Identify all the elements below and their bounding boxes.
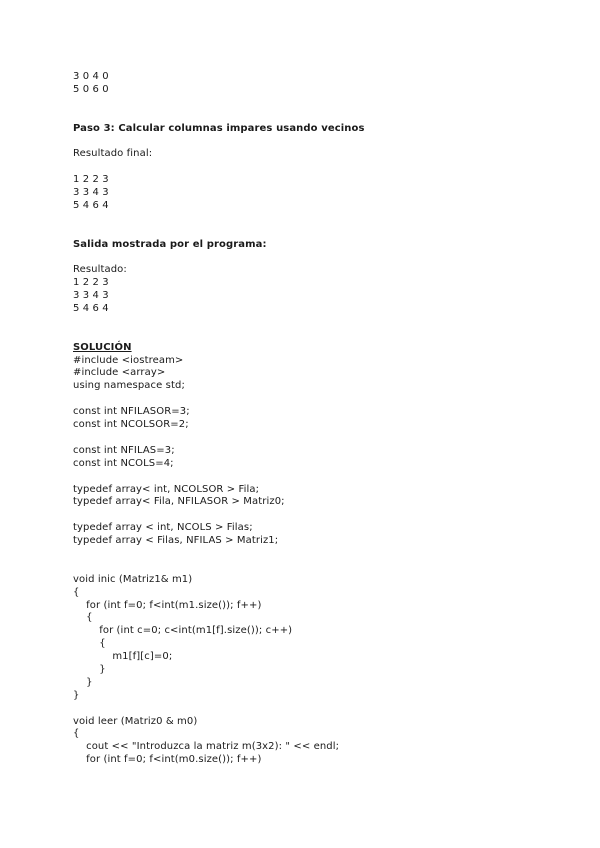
code-line — [73, 471, 573, 484]
code-line: const int NFILASOR=3; — [73, 406, 190, 418]
salida-title: Salida mostrada por el programa: — [73, 238, 267, 250]
code-line: const int NCOLS=4; — [73, 457, 174, 469]
code-line: void inic (Matriz1& m1) — [73, 573, 193, 585]
code-line: for (int f=0; f<int(m1.size()); f++) — [73, 599, 262, 611]
code-line — [73, 561, 573, 574]
code-line: #include <iostream> — [73, 354, 184, 366]
code-line — [73, 548, 573, 561]
matrix-row: 5 0 6 0 — [73, 83, 109, 95]
code-line: typedef array< Fila, NFILASOR > Matriz0; — [73, 496, 285, 508]
code-line: const int NFILAS=3; — [73, 444, 175, 456]
matrix-row: 5 4 6 4 — [73, 199, 109, 211]
code-line: { — [73, 728, 80, 740]
code-block — [73, 355, 573, 768]
code-line: const int NCOLSOR=2; — [73, 419, 189, 431]
code-line — [73, 432, 573, 445]
code-line: for (int f=0; f<int(m0.size()); f++) — [73, 754, 262, 766]
code-line — [73, 703, 573, 716]
code-line: void leer (Matriz0 & m0) — [73, 715, 198, 727]
code-line: #include <array> — [73, 367, 166, 379]
code-line: for (int c=0; c<int(m1[f].size()); c++) — [73, 625, 293, 637]
code-line: m1[f][c]=0; — [73, 651, 173, 663]
matrix-row: 1 2 2 3 — [73, 174, 109, 186]
code-line — [73, 393, 573, 406]
solucion-heading: SOLUCIÓN — [73, 341, 132, 353]
code-line: typedef array < int, NCOLS > Filas; — [73, 522, 253, 534]
step3-title: Paso 3: Calcular columnas impares usando vecinos — [73, 122, 365, 134]
matrix-row: 5 4 6 4 — [73, 303, 109, 315]
code-line: { — [73, 612, 93, 624]
matrix-row: 3 3 4 3 — [73, 187, 109, 199]
code-line: cout << "Introduzca la matriz m(3x2): " << endl; — [73, 741, 340, 753]
matrix-row: 3 0 4 0 — [73, 71, 109, 82]
code-line: { — [73, 638, 106, 650]
code-line: } — [73, 663, 106, 675]
resultado-label: Resultado: — [73, 264, 127, 276]
resultado-final-label: Resultado final: — [73, 148, 153, 160]
code-line: } — [73, 689, 80, 701]
code-line: using namespace std; — [73, 380, 185, 392]
document-page — [73, 71, 573, 767]
matrix-row: 3 3 4 3 — [73, 290, 109, 302]
code-line: { — [73, 586, 80, 598]
code-line: typedef array < Filas, NFILAS > Matriz1; — [73, 535, 279, 547]
code-line: } — [73, 676, 93, 688]
matrix-row: 1 2 2 3 — [73, 277, 109, 289]
code-line — [73, 509, 573, 522]
code-line: typedef array< int, NCOLSOR > Fila; — [73, 483, 260, 495]
